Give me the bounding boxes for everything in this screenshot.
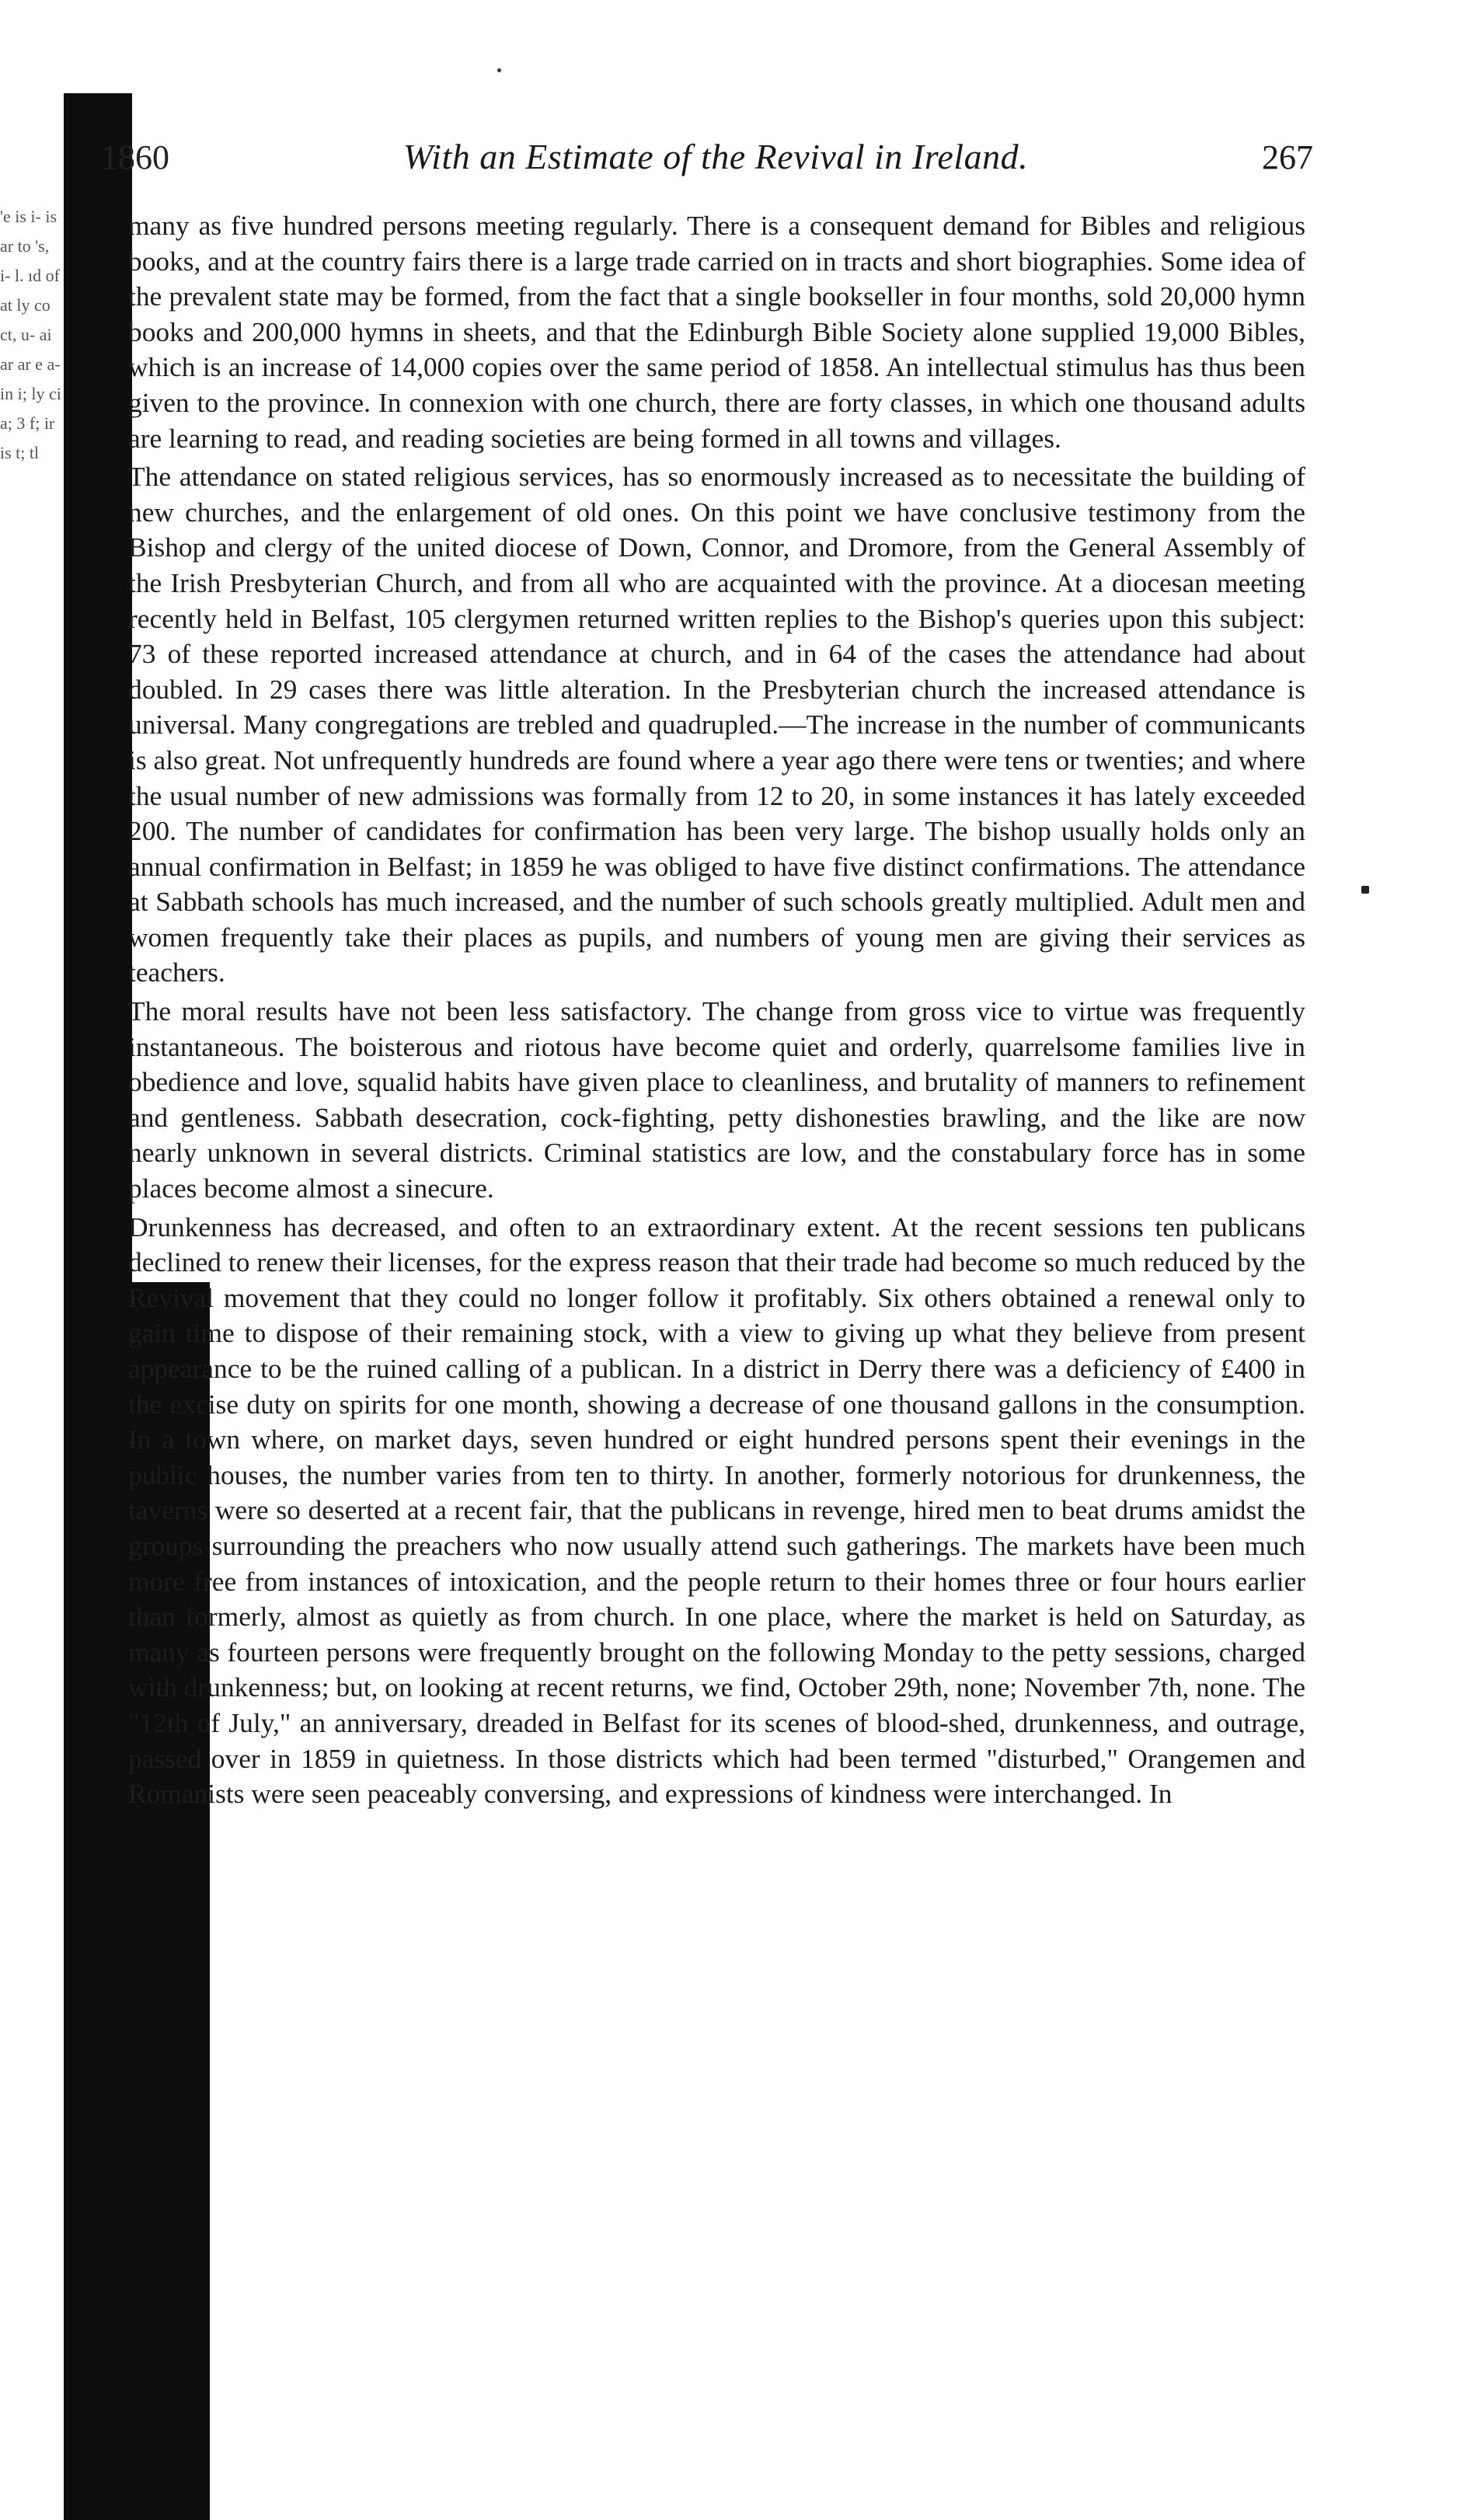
page-number: 267 [1261,138,1313,176]
running-header [101,136,1313,183]
facing-page-bleed: 'e is i- is ar to 's, i- l. ıd of at ly co ct, u- ai ar ar e a- in i; ly ci a; 3 f; ir is t; tl [0,207,61,462]
header-year: 1860 [101,138,169,176]
paragraph-moral-results: The moral results have not been less satisfactory. The change from gross vice to virtue was frequently instantaneous. The boisterous and riotous have become quiet and orderly, quarrelsome families live in obedience and love, squalid habits have given place to cleanliness, and brutality of manners to refinement and gentleness. Sabbath desecration, cock-fighting, petty dishonesties brawling, and the like are now nearly unknown in several districts. Criminal statistics are low, and the constabulary force has in some places become almost a sinecure. [128,995,1305,1204]
article-body [128,208,1305,1815]
stray-mark [1361,886,1369,894]
paragraph-bibles: many as five hundred persons meeting regularly. There is a consequent demand for Bibles and religious books, and at the country fairs there is a large trade carried on in tracts and short biographies. Some idea of the prevalent state may be formed, from the fact that a single bookseller in four months, sold 20,000 hymn books and 200,000 hymns in sheets, and that the Edinburgh Bible Society alone supplied 19,000 Bibles, which is an increase of 14,000 copies over the same period of 1858. An intellectual stimulus has thus been given to the province. In connexion with one church, there are forty classes, in which one thousand adults are learning to read, and reading societies are being formed in all towns and villages. [128,210,1305,454]
ink-speck [497,68,501,72]
paragraph-drunkenness: Drunkenness has decreased, and often to an extraordinary extent. At the recent sessions ten publicans declined to renew their licenses, for the express reason that their trade had become so much reduced by the Revival movement that they could no longer follow it profitably. Six others obtained a renewal only to gain time to dispose of their remaining stock, with a view to giving up what they believe from present appearance to be the ruined calling of a publican. In a district in Derry there was a deficiency of £400 in the excise duty on spirits for one month, showing a decrease of one thousand gallons in the consumption. In a town where, on market days, seven hundred or eight hundred persons spent their evenings in the public houses, the number varies from ten to thirty. In another, formerly notorious for drunkenness, the taverns were so deserted at a recent fair, that the publicans in revenge, hired men to beat drums amidst the groups surrounding the preachers who now usually attend such gatherings. The markets have been much more free from instances of intoxication, and the people return to their homes three or four hours earlier than formerly, almost as quietly as from church. In one place, where the market is held on Saturday, as many as fourteen persons were frequently brought on the following Monday to the petty sessions, charged with drunkenness; but, on looking at recent returns, we find, October 29th, none; November 7th, none. The "12th of July," an anniversary, dreaded in Belfast for its scenes of blood-shed, drunkenness, and outrage, passed over in 1859 in quietness. In those districts which had been termed "disturbed," Orangemen and Romanists were seen peaceably conversing, and expressions of kindness were interchanged. In [128,1211,1305,1810]
running-title: With an Estimate of the Revival in Ireland. [402,137,1029,176]
paragraph-attendance: The attendance on stated religious services, has so enormously increased as to necessitate the building of new churches, and the enlargement of old ones. On this point we have conclusive testimony from the Bishop and clergy of the united diocese of Down, Connor, and Dromore, from the General Assembly of the Irish Presbyterian Church, and from all who are acquainted with the province. At a diocesan meeting recently held in Belfast, 105 clergymen returned written replies to the Bishop's queries upon this subject: 73 of these reported increased attendance at church, and in 64 of the cases the attendance had about doubled. In 29 cases there was little alteration. In the Presbyterian church the increased attendance is universal. Many congregations are trebled and quadrupled.—The increase in the number of communicants is also great. Not unfrequently hundreds are found where a year ago there were tens or twenties; and where the usual number of new admissions was formally from 12 to 20, in some instances it has lately exceeded 200. The number of candidates for confirmation has been very large. The bishop usually holds only an annual confirmation in Belfast; in 1859 he was obliged to have five distinct confirmations. The attendance at Sabbath schools has much increased, and the number of such schools greatly multiplied. Adult men and women frequently take their places as pupils, and numbers of young men are giving their services as teachers. [128,461,1305,988]
